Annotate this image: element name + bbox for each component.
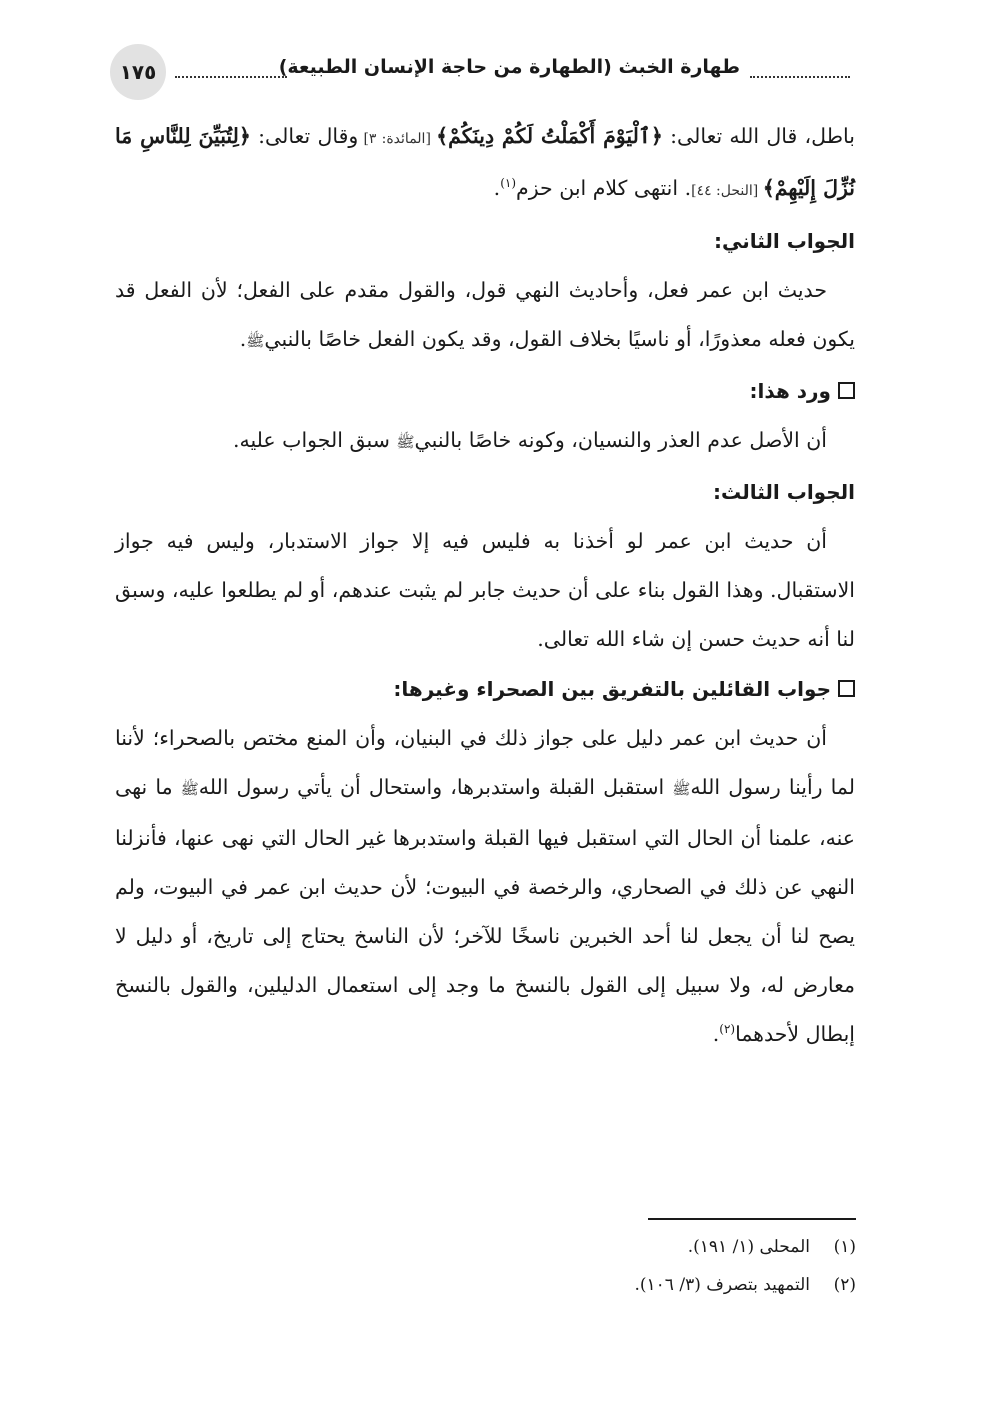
text-span: استقبل القبلة واستدبرها، واستحال أن يأتي رسول الله — [198, 775, 673, 799]
text-span: . — [712, 1022, 720, 1046]
footnote-divider — [648, 1218, 856, 1220]
footnote-number: (١) — [833, 1237, 856, 1257]
salla-symbol: ﷺ — [246, 332, 265, 350]
paragraph-5 — [115, 714, 855, 1059]
paragraph-1 — [115, 112, 855, 216]
paragraph-2 — [115, 266, 855, 366]
salla-symbol: ﷺ — [396, 433, 415, 451]
footnote-marker-2: (٢) — [719, 1022, 736, 1037]
footnote-2 — [256, 1266, 856, 1304]
header-title: طهارة الخبث (الطهارة من حاجة الإنسان الطبيعة) — [278, 56, 740, 78]
heading-reply — [115, 366, 855, 416]
text-span: أن حديث ابن عمر دليل على جواز ذلك في البنيان، وأن المنع مختص بالصحراء؛ لأننا لما رأينا رسول الله — [115, 726, 855, 799]
heading-third-answer: الجواب الثالث: — [713, 480, 855, 504]
header-dots-right — [750, 58, 850, 78]
text-span: سبق الجواب عليه. — [232, 428, 397, 452]
footnote-text: المحلى (١/ ١٩١). — [687, 1237, 810, 1257]
heading-text: ورد هذا: — [749, 379, 831, 403]
header-dots-left — [175, 58, 287, 78]
footnote-marker-1: (١) — [500, 176, 517, 191]
quran-verse-2: ﴿لِتُبَيِّنَ لِلنَّاسِ مَا نُزِّلَ إِلَيْهِمْ﴾ — [115, 124, 855, 200]
text-span: أن الأصل عدم العذر والنسيان، وكونه خاصًا بالنبي — [414, 428, 827, 452]
heading-distinction-answer — [115, 664, 855, 714]
text-span: ما نهى عنه، علمنا أن الحال التي استقبل فيها القبلة واستدبرها غير الحال التي نهى عنها، فأنزلنا النهي عن ذلك في الصحاري، والرخصة في البيوت؛ لأن حديث ابن عمر في البيوت، ولم يصح لنا أن يجعل لنا أحد الخبرين ناسخًا للآخر؛ لأن الناسخ يحتاج إلى تاريخ، أو دليل لا معارض له، ولا سبيل إلى القول بالنسخ ما وجد إلى استعمال الدليلين، والقول بالنسخ إبطال لأحدهما — [115, 775, 855, 1046]
footnote-1 — [256, 1228, 856, 1266]
quran-verse-1: ﴿ٱلْيَوْمَ أَكْمَلْتُ لَكُمْ دِينَكُمْ﴾ — [436, 124, 663, 148]
body-text — [115, 112, 855, 1059]
text-span: . انتهى كلام ابن حزم — [516, 176, 692, 200]
footnote-text: التمهيد بتصرف (٣/ ١٠٦). — [634, 1275, 810, 1295]
paragraph-4: أن حديث ابن عمر لو أخذنا به فليس فيه إلا جواز الاستدبار، وليس فيه جواز الاستقبال. وهذا القول بناء على أن حديث جابر لم يثبت عندهم، أو لم يطلعوا عليه، وسبق لنا أنه حديث حسن إن شاء الله تعالى. — [115, 529, 855, 651]
text-span: . — [239, 327, 247, 351]
footnotes — [256, 1228, 856, 1304]
paragraph-3 — [115, 416, 855, 467]
heading-text: جواب القائلين بالتفريق بين الصحراء وغيرها: — [393, 677, 831, 701]
salla-symbol: ﷺ — [672, 780, 691, 798]
text-span: حديث ابن عمر فعل، وأحاديث النهي قول، والقول مقدم على الفعل؛ لأن الفعل قد يكون فعله معذورًا، أو ناسيًا بخلاف القول، وقد يكون الفعل خاصًا بالنبي — [115, 278, 855, 351]
text-span: وقال تعالى: — [250, 124, 359, 148]
running-header — [110, 44, 850, 104]
footnote-number: (٢) — [833, 1275, 856, 1295]
page-number: ١٧٥ — [110, 44, 166, 100]
verse-reference-2: [النحل: ٤٤] — [691, 183, 763, 199]
text-span: باطل، قال الله تعالى: — [662, 124, 855, 148]
verse-reference-1: [المائدة: ٣] — [358, 131, 437, 147]
checkbox-square-icon — [838, 680, 855, 697]
text-span: . — [493, 176, 501, 200]
heading-second-answer: الجواب الثاني: — [713, 229, 855, 253]
salla-symbol: ﷺ — [180, 780, 199, 798]
checkbox-square-icon — [838, 382, 855, 399]
